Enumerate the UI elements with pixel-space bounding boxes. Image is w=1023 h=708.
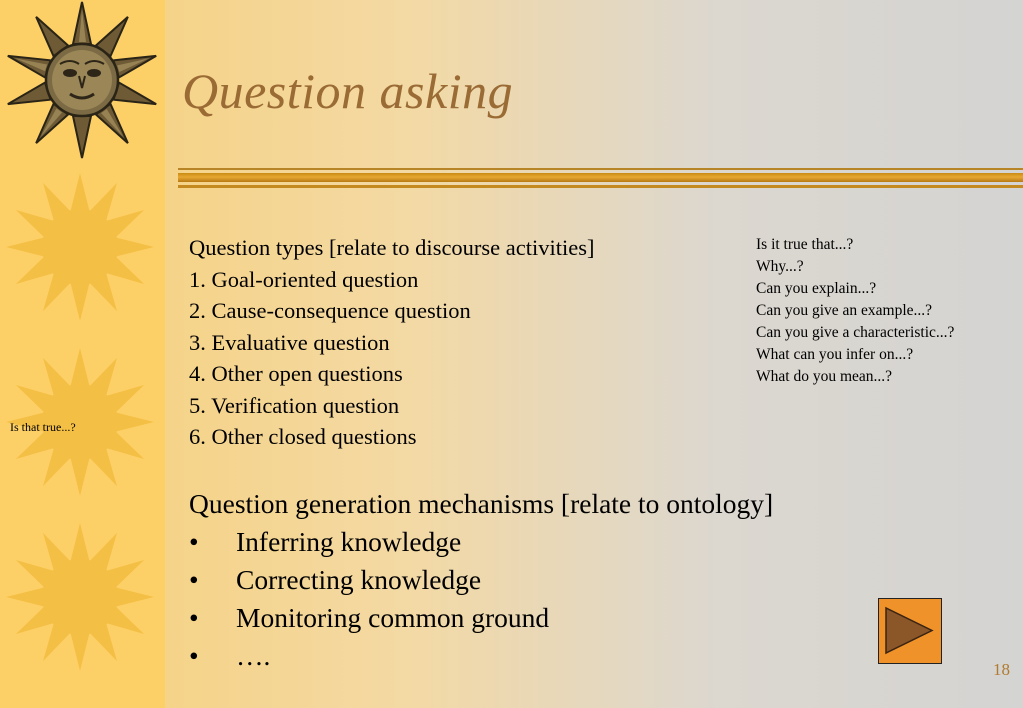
example-questions-list: [756, 234, 954, 388]
question-type-item: 3. Evaluative question: [189, 329, 390, 355]
example-question: Can you explain...?: [756, 280, 877, 297]
example-question: Can you give a characteristic...?: [756, 324, 955, 341]
mechanisms-heading: Question generation mechanisms [relate to ontology]: [189, 488, 774, 519]
example-question: What do you mean...?: [756, 368, 893, 385]
question-type-item: 2. Cause-consequence question: [189, 298, 471, 323]
bullet-icon: •: [189, 564, 199, 595]
question-type-item: 4. Other open questions: [189, 361, 403, 386]
bullet-icon: •: [189, 602, 199, 633]
bullet-icon: •: [189, 640, 199, 671]
mechanism-item: ….: [236, 640, 271, 671]
example-question: Can you give an example...?: [756, 302, 933, 319]
example-question: What can you infer on...?: [756, 346, 914, 363]
slide-title: Question asking: [182, 63, 514, 119]
question-types-block: [189, 232, 595, 453]
side-note: Is that true...?: [10, 420, 76, 434]
sun-icon: [0, 165, 165, 330]
list-item: [189, 599, 773, 637]
question-type-item: 6. Other closed questions: [189, 424, 417, 449]
play-arrow-icon: [879, 599, 940, 662]
bullet-icon: •: [189, 526, 199, 557]
example-question: Is it true that...?: [756, 236, 854, 253]
list-item: [189, 523, 773, 561]
title-divider: [178, 168, 1023, 189]
mechanism-item: Inferring knowledge: [236, 526, 462, 557]
sun-icon: [0, 515, 165, 680]
decorative-left-band: [0, 0, 165, 708]
list-item: [189, 637, 773, 675]
page-number: 18: [993, 660, 1010, 679]
next-slide-button[interactable]: [878, 598, 942, 664]
question-type-item: 5. Verification question: [189, 392, 400, 418]
mechanism-item: Monitoring common ground: [236, 602, 550, 633]
sun-medallion-icon: [0, 0, 165, 165]
question-types-heading: Question types [relate to discourse activities]: [189, 235, 595, 260]
question-type-item: 1. Goal-oriented question: [189, 266, 419, 292]
list-item: [189, 561, 773, 599]
mechanisms-block: [189, 485, 773, 675]
mechanism-item: Correcting knowledge: [236, 564, 482, 595]
example-question: Why...?: [756, 258, 804, 275]
